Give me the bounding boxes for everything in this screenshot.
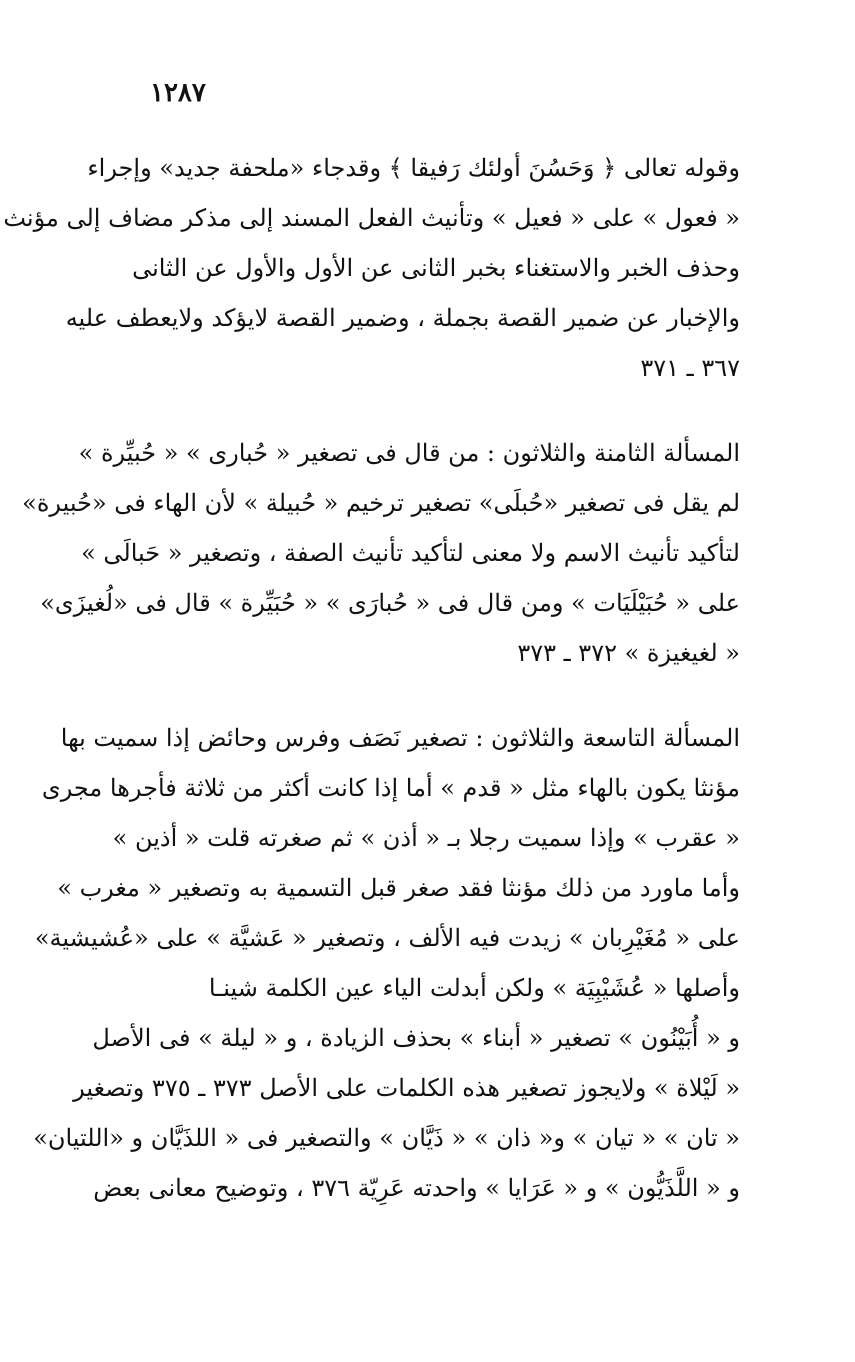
page-number: ١٢٨٧ [150, 78, 206, 108]
text-line: المسألة التاسعة والثلاثون : تصغير نَصَف وفرس وحائض إذا سميت بها [60, 724, 740, 752]
text-line: على « حُبَيْلَيَات » ومن قال فى « حُبارَى » « حُبَيِّرة » قال فى «لُغيزَى» [40, 589, 740, 617]
text-line: مؤنثا يكون بالهاء مثل « قدم » أما إذا كانت أكثر من ثلاثة فأجرها مجرى [41, 774, 740, 802]
paragraph-3 [33, 713, 740, 1213]
text-line: وحذف الخبر والاستغناء بخبر الثانى عن الأول والأول عن الثانى [132, 254, 740, 282]
text-line: وقوله تعالى ﴿ وَحَسُنَ أولئك رَفيقا ﴾ وقدجاء «ملحفة جديد» وإجراء [87, 154, 740, 182]
paragraph-1 [3, 143, 740, 393]
text-line: « تان » « تيان » و« ذان » « ذَيَّان » والتصغير فى « اللذَيَّان و «اللتيان» [33, 1124, 740, 1152]
text-line: لم يقل فى تصغير «حُبلَى» تصغير ترخيم « حُبيلة » لأن الهاء فى «حُبيرة» [22, 489, 740, 517]
text-line: المسألة الثامنة والثلاثون : من قال فى تصغير « حُبارى » « حُبيِّرة » [78, 439, 740, 467]
text-line: « عقرب » وإذا سميت رجلا بـ « أذن » ثم صغرته قلت « أذين » [112, 824, 740, 852]
text-line: وأما ماورد من ذلك مؤنثا فقد صغر قبل التسمية به وتصغير « مغرب » [57, 874, 740, 902]
text-line: لتأكيد تأنيث الاسم ولا معنى لتأكيد تأنيث الصفة ، وتصغير « حَبالَى » [81, 539, 740, 567]
text-line: والإخبار عن ضمير القصة بجملة ، وضمير القصة لايؤكد ولايعطف عليه [65, 304, 740, 332]
text-line: و « اللَّذَيُّون » و « عَرَايا » واحدته عَرِيّة ٣٧٦ ، وتوضيح معانى بعض [93, 1174, 740, 1202]
text-line: و « أُبَيْنُون » تصغير « أبناء » بحذف الزيادة ، و « ليلة » فى الأصل [92, 1024, 740, 1052]
text-line: وأصلها « عُشَيْبِيَة » ولكن أبدلت الياء عين الكلمة شينـا [208, 974, 740, 1002]
text-line: « فعول » على « فعيل » وتأنيث الفعل المسند إلى مذكر مضاف إلى مؤنث [3, 204, 740, 232]
text-line: « لَيْلاة » ولايجوز تصغير هذه الكلمات على الأصل ٣٧٣ ـ ٣٧٥ وتصغير [73, 1074, 740, 1102]
page-reference: ٣٦٧ ـ ٣٧١ [640, 354, 740, 382]
text-line: على « مُغَيْرِبان » زيدت فيه الألف ، وتصغير « عَشيَّة » على «عُشيشية» [34, 924, 740, 952]
page-reference: « لغيغيزة » ٣٧٢ ـ ٣٧٣ [517, 639, 740, 667]
paragraph-2 [22, 428, 740, 678]
